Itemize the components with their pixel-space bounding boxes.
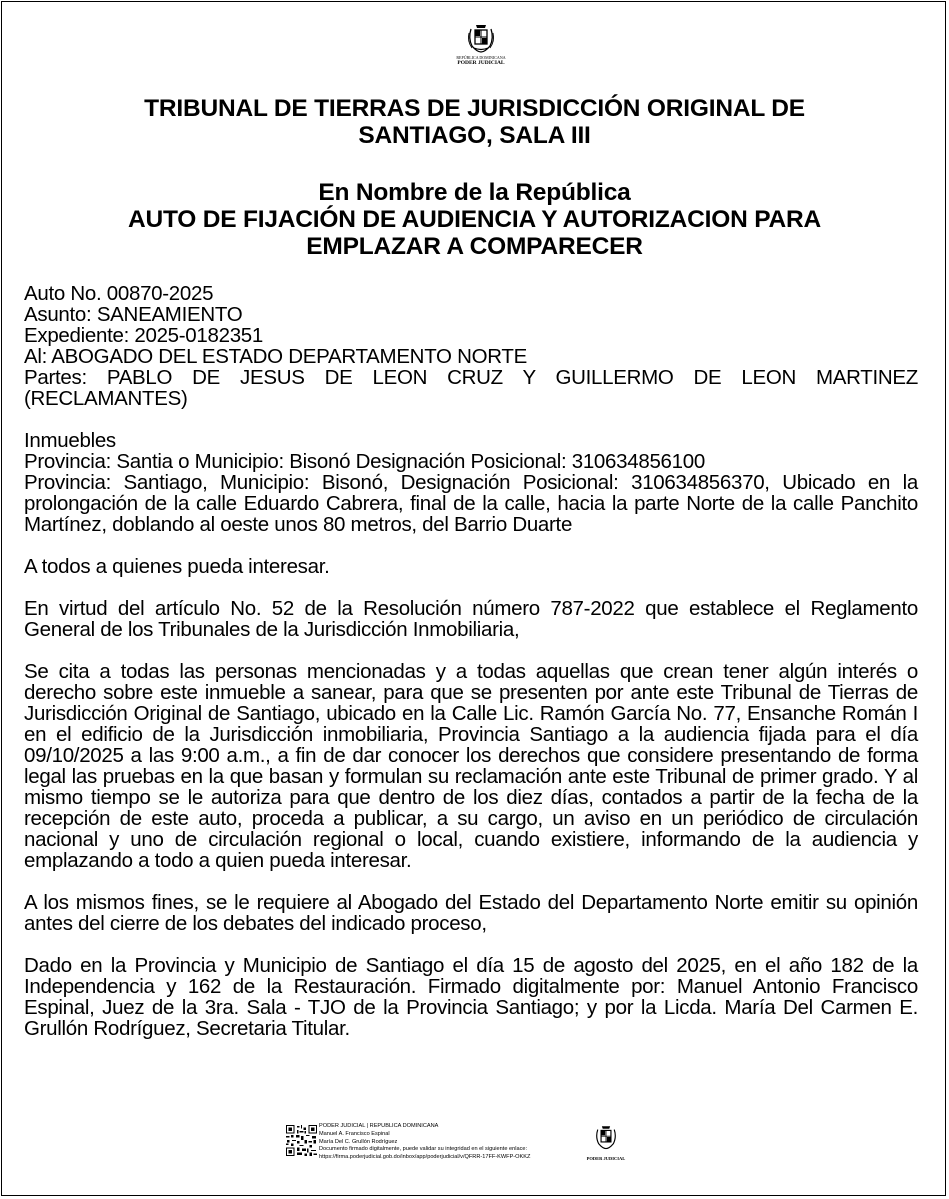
addressee: Al: ABOGADO DEL ESTADO DEPARTAMENTO NORTE (24, 345, 527, 368)
seal-caption-institution: PODER JUDICIAL (457, 60, 505, 66)
national-seal-footer (586, 1123, 626, 1165)
seal-caption-country: REPÚBLICA DOMINICANA (456, 55, 506, 60)
digital-signature-footer (286, 1123, 626, 1163)
qr-code-icon[interactable] (286, 1125, 317, 1156)
document-body (24, 283, 918, 1039)
footer-validation-link[interactable]: https://firma.poderjudicial.gob.do/inbox/app/poderjudicial/v/QFRR-17FF-KWFP-OKKZ (319, 1154, 531, 1161)
signature-metadata (319, 1123, 583, 1162)
coat-of-arms-icon (592, 1123, 620, 1151)
court-name (20, 95, 929, 149)
republic-line: En Nombre de la República (318, 179, 631, 206)
document-heading (20, 179, 929, 260)
footer-validation-note: Documento firmado digitalmente, puede validar su integridad en el siguiente enlace: (319, 1146, 528, 1153)
footer-seal-caption: PODER JUDICIAL (586, 1156, 626, 1161)
footer-signer-judge: Manuel A. Francisco Espinal (319, 1130, 390, 1137)
citation-paragraph: Se cita a todas las personas mencionadas y a todas aquellas que crean tener algún interés o derecho sobre este inmueble a sanear, para que se presenten por ante este Tribunal de Tierras de Jurisdicción Original de Santiago, ubicado en la Calle Lic. Ramón García No. 77, Ensanche Román I en el edificio de la Jurisdicción inmobiliaria, Provincia Santiago a la audiencia fijada para el día 09/10/2025 a las 9:00 a.m., a fin de dar conocer los derechos que considere presentando de forma legal las pruebas en la que basan y formulan su reclamación ante este Tribunal de primer grado. Y al mismo tiempo se le autoriza para que dentro de los diez días, contados a partir de la fecha de la recepción de este auto, proceda a publicar, a su cargo, un aviso en un periódico de circulación nacional y uno de circulación regional o local, cuando existiere, informando de la audiencia y emplazando a todo a quien pueda interesar. (24, 660, 918, 872)
auto-number: Auto No. 00870-2025 (24, 282, 214, 305)
salutation: A todos a quienes pueda interesar. (24, 555, 330, 578)
coat-of-arms-icon (464, 21, 498, 55)
court-name-line-2: SANTIAGO, SALA III (358, 122, 591, 149)
document-title-line-2: EMPLAZAR A COMPARECER (306, 233, 643, 260)
signature-paragraph: Dado en la Provincia y Municipio de Santiago el día 15 de agosto del 2025, en el año 182 de la Independencia y 162 de la Restauración. Firmado digitalmente por: Manuel Antonio Francisco Espinal, Juez de la 3ra. Sala - TJO de la Provincia Santiago; y por la Licda. María Del Carmen E. Grullón Rodríguez, Secretaria Titular. (24, 954, 918, 1040)
inmueble-1: Provincia: Santia o Municipio: Bisonó Designación Posicional: 310634856100 (24, 450, 705, 473)
court-name-line-1: TRIBUNAL DE TIERRAS DE JURISDICCIÓN ORIGINAL DE (144, 95, 805, 122)
inmuebles-heading: Inmuebles (24, 429, 116, 452)
footer-signer-secretary: María Del C. Grullón Rodríguez (319, 1138, 398, 1145)
national-seal-header (454, 21, 508, 71)
asunto: Asunto: SANEAMIENTO (24, 303, 243, 326)
inmueble-2: Provincia: Santiago, Municipio: Bisonó, Designación Posicional: 310634856370, Ubicado en la prolongación de la calle Eduardo Cabrera, final de la calle, hacia la parte Norte de la calle Panchito Martínez, doblando al oeste unos 80 metros, del Barrio Duarte (24, 471, 918, 536)
parties: Partes: PABLO DE JESUS DE LEON CRUZ Y GUILLERMO DE LEON MARTINEZ (RECLAMANTES) (24, 366, 918, 410)
legal-basis-paragraph: En virtud del artículo No. 52 de la Resolución número 787-2022 que establece el Reglamento General de los Tribunales de la Jurisdicción Inmobiliaria, (24, 597, 918, 641)
footer-institution: PODER JUDICIAL | REPÚBLICA DOMINICANA (319, 1123, 439, 1129)
state-attorney-paragraph: A los mismos fines, se le requiere al Abogado del Estado del Departamento Norte emitir su opinión antes del cierre de los debates del indicado proceso, (24, 891, 918, 935)
document-title-line-1: AUTO DE FIJACIÓN DE AUDIENCIA Y AUTORIZACION PARA (127, 206, 822, 233)
expediente: Expediente: 2025-0182351 (24, 324, 264, 347)
